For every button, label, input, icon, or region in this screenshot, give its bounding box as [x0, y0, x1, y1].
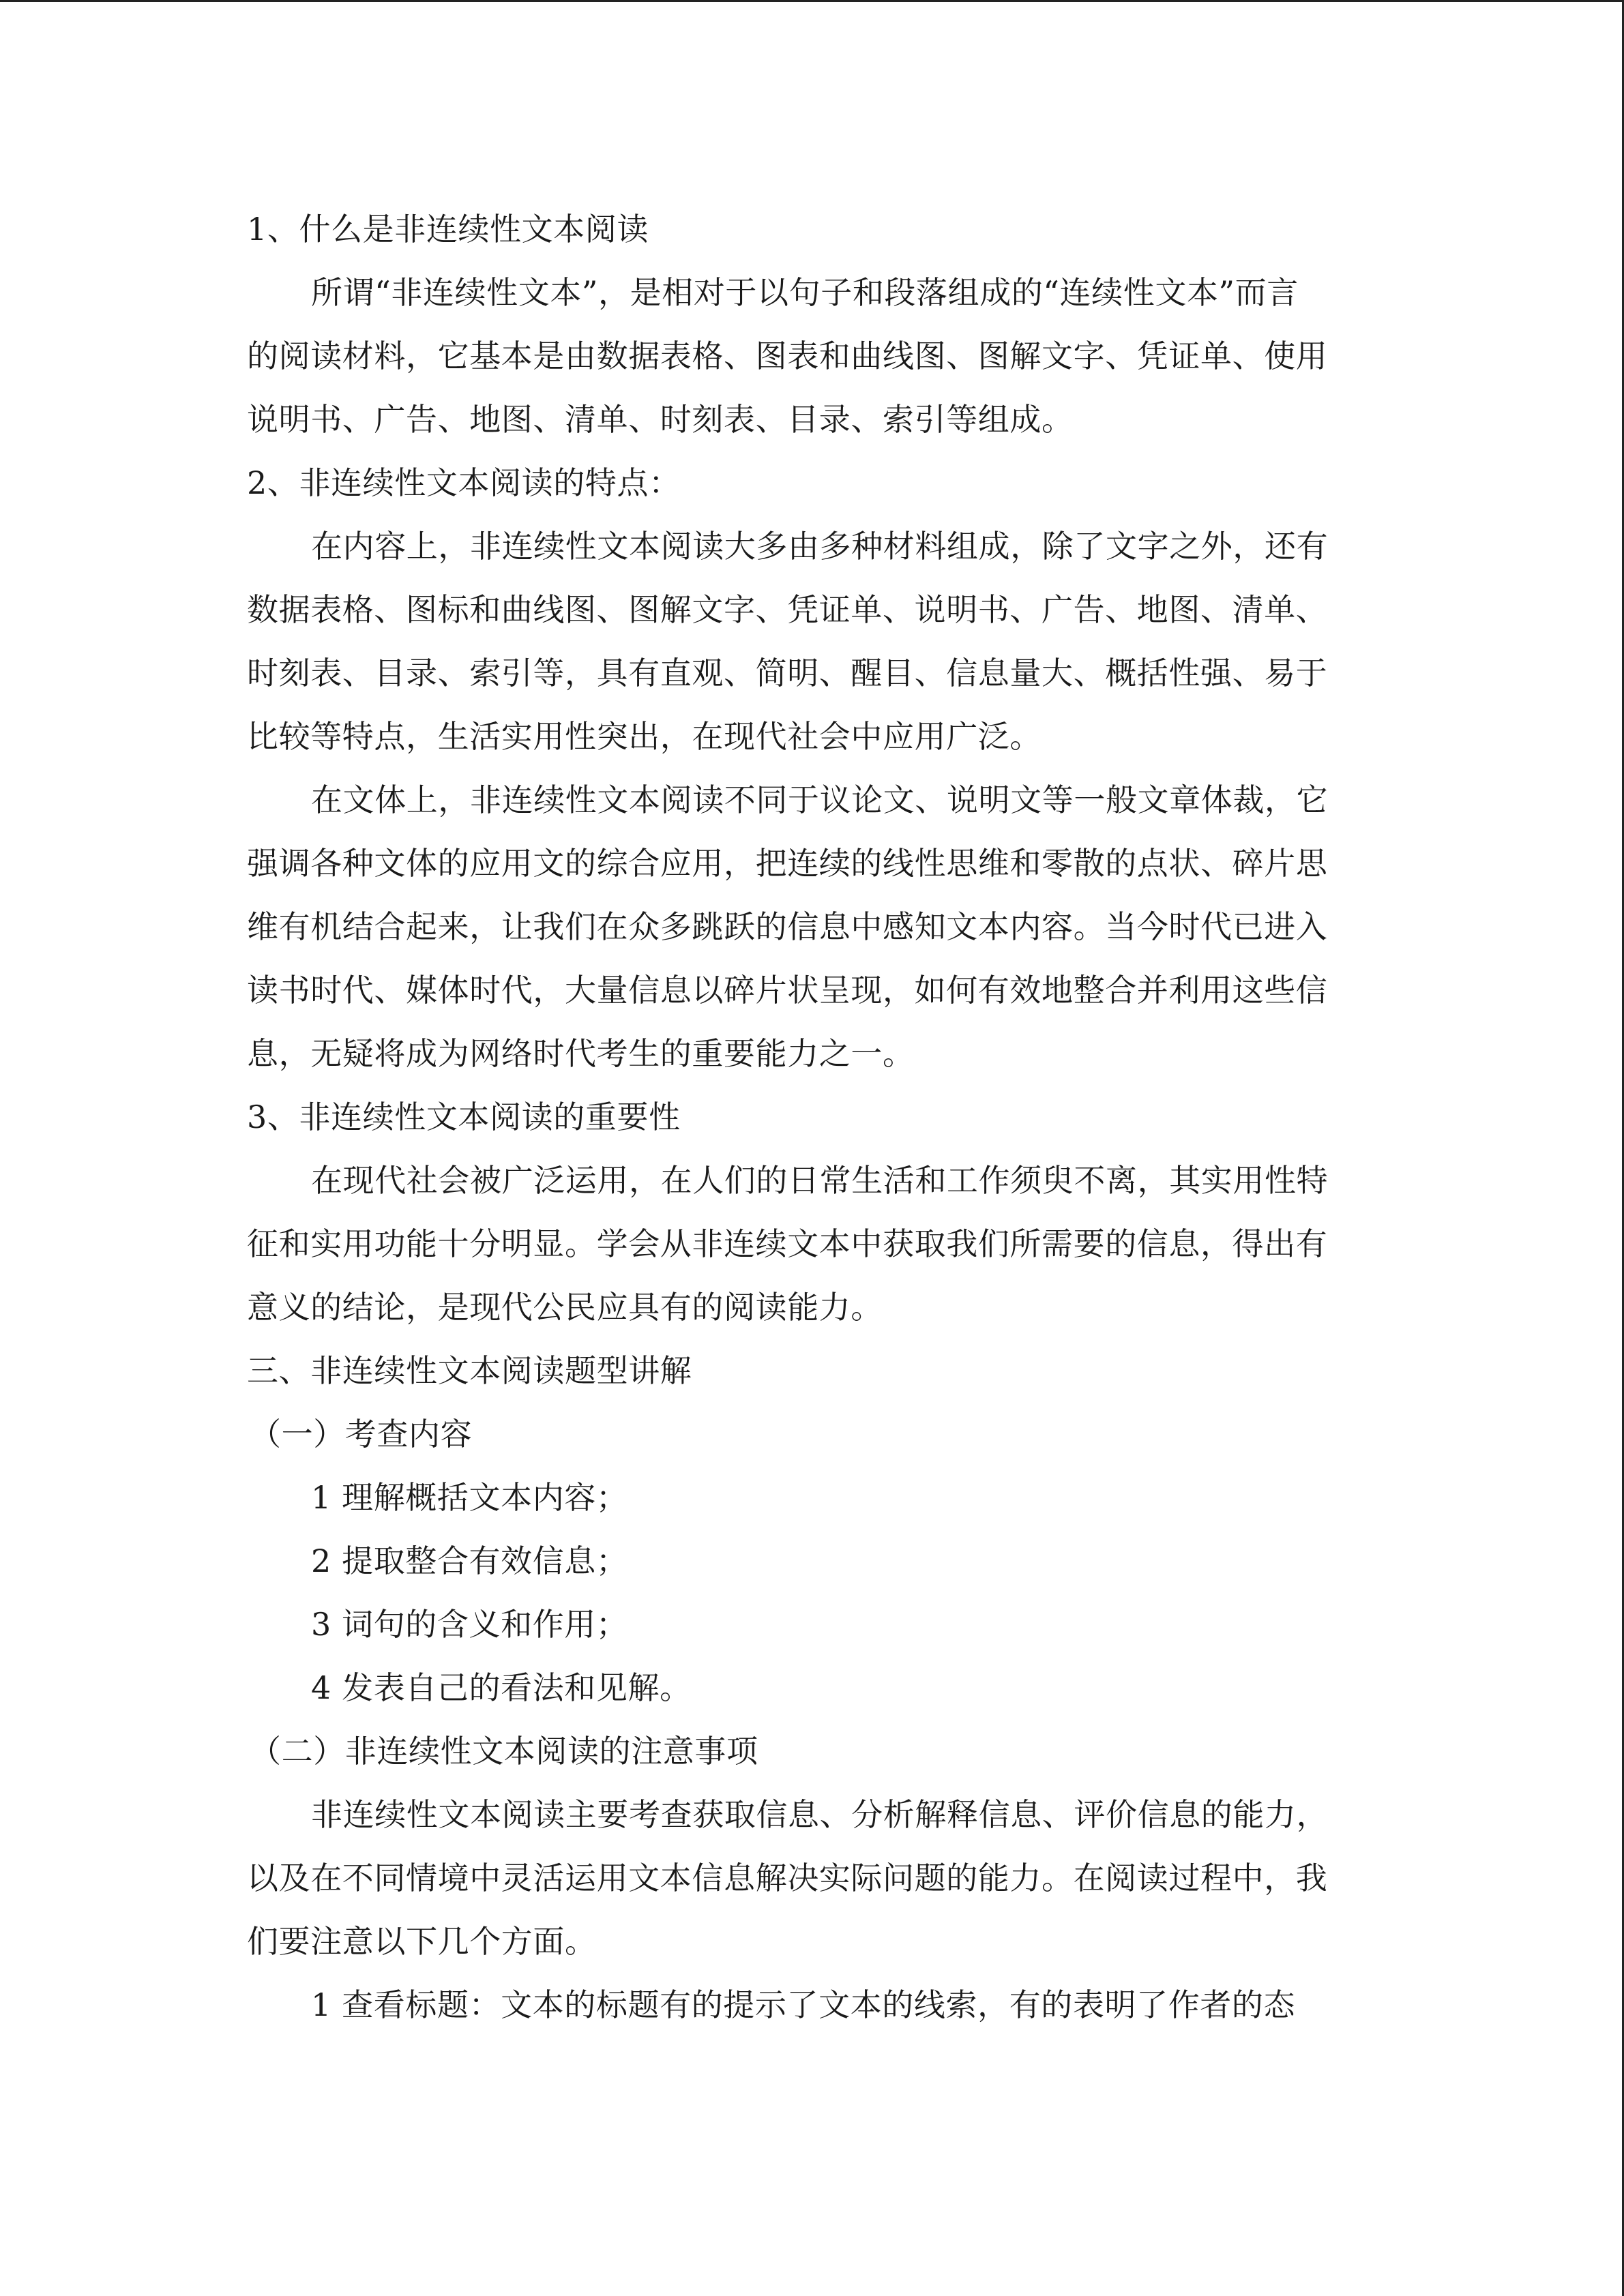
section-heading-3: 3、非连续性文本阅读的重要性: [247, 1099, 681, 1135]
subheading-1: （一）考查内容: [250, 1416, 473, 1452]
paragraph-line: 维有机结合起来，让我们在众多跳跃的信息中感知文本内容。当今时代已进入: [247, 908, 1328, 945]
list-item: 4 发表自己的看法和见解。: [311, 1669, 692, 1706]
paragraph-line: 意义的结论，是现代公民应具有的阅读能力。: [247, 1289, 883, 1326]
paragraph-line: 非连续性文本阅读主要考查获取信息、分析解释信息、评价信息的能力，: [311, 1796, 1329, 1833]
paragraph-line: 征和实用功能十分明显。学会从非连续文本中获取我们所需要的信息，得出有: [247, 1225, 1328, 1262]
paragraph-line: 时刻表、目录、索引等，具有直观、简明、醒目、信息量大、概括性强、易于: [247, 655, 1328, 691]
paragraph-line: 息，无疑将成为网络时代考生的重要能力之一。: [247, 1035, 915, 1072]
paragraph-line: 说明书、广告、地图、清单、时刻表、目录、索引等组成。: [247, 401, 1074, 438]
paragraph-line: 在现代社会被广泛运用，在人们的日常生活和工作须臾不离，其实用性特: [311, 1162, 1329, 1199]
page-top-border: [0, 0, 1624, 2]
section-heading-2: 2、非连续性文本阅读的特点：: [247, 464, 681, 501]
paragraph-line: 在内容上，非连续性文本阅读大多由多种材料组成，除了文字之外，还有: [311, 528, 1329, 565]
paragraph-line: 读书时代、媒体时代，大量信息以碎片状呈现，如何有效地整合并利用这些信: [247, 972, 1328, 1009]
paragraph-line: 数据表格、图标和曲线图、图解文字、凭证单、说明书、广告、地图、清单、: [247, 591, 1328, 628]
paragraph-line: 所谓“非连续性文本”，是相对于以句子和段落组成的“连续性文本”而言: [311, 274, 1299, 311]
subheading-2: （二）非连续性文本阅读的注意事项: [250, 1733, 758, 1770]
paragraph-line: 以及在不同情境中灵活运用文本信息解决实际问题的能力。在阅读过程中，我: [247, 1860, 1328, 1896]
paragraph-line: 在文体上，非连续性文本阅读不同于议论文、说明文等一般文章体裁，它: [311, 781, 1329, 818]
section-heading-1: 1、什么是非连续性文本阅读: [247, 211, 649, 248]
list-item: 1 理解概括文本内容；: [311, 1479, 628, 1516]
paragraph-line: 比较等特点，生活实用性突出，在现代社会中应用广泛。: [247, 718, 1042, 755]
paragraph-line: 1 查看标题：文本的标题有的提示了文本的线索，有的表明了作者的态: [311, 1986, 1296, 2023]
paragraph-line: 强调各种文体的应用文的综合应用，把连续的线性思维和零散的点状、碎片思: [247, 845, 1328, 882]
paragraph-line: 们要注意以下几个方面。: [247, 1923, 597, 1960]
list-item: 2 提取整合有效信息；: [311, 1542, 628, 1579]
document-body: [247, 198, 1376, 2037]
list-item: 3 词句的含义和作用；: [311, 1606, 628, 1643]
chapter-heading-3: 三、非连续性文本阅读题型讲解: [247, 1352, 692, 1389]
paragraph-line: 的阅读材料，它基本是由数据表格、图表和曲线图、图解文字、凭证单、使用: [247, 338, 1328, 374]
